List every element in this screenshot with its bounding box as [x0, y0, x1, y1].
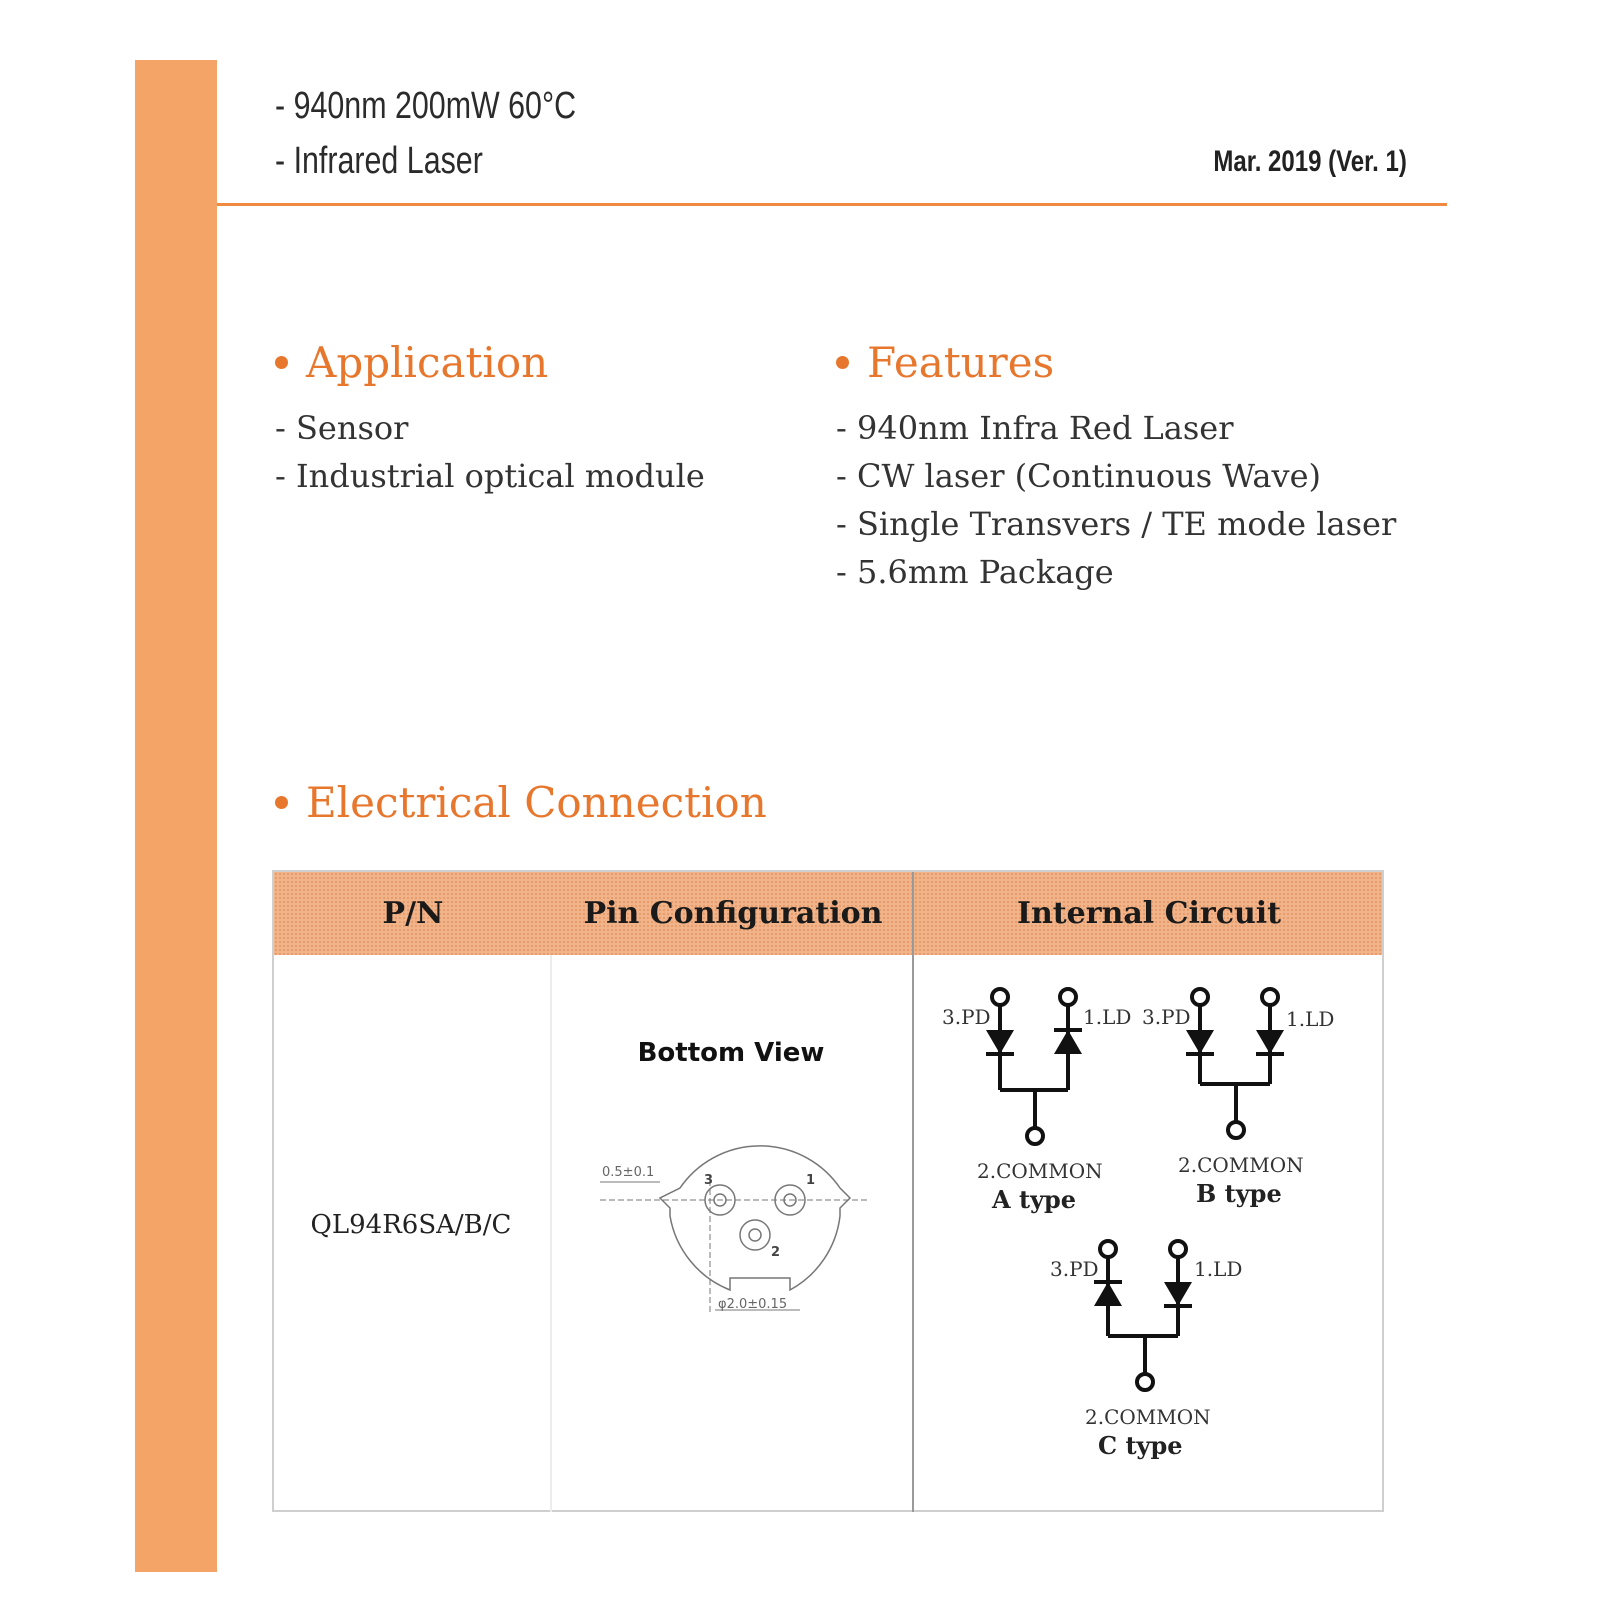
features-list	[836, 404, 1396, 596]
common-terminal	[1228, 1122, 1244, 1138]
pd-diode-icon	[1186, 1030, 1214, 1054]
common-terminal	[1137, 1374, 1153, 1390]
common-label: 2.COMMON	[1085, 1405, 1211, 1429]
type-label: B type	[1196, 1179, 1282, 1208]
common-label: 2.COMMON	[1178, 1153, 1304, 1177]
header-internal-circuit: Internal Circuit	[1016, 896, 1282, 931]
features-title: Features	[867, 338, 1055, 387]
common-label: 2.COMMON	[977, 1159, 1103, 1183]
pin-configuration-drawing	[600, 1120, 880, 1350]
list-item: - Industrial optical module	[275, 457, 705, 495]
application-title: Application	[306, 338, 549, 387]
ld-terminal	[1262, 989, 1278, 1005]
pd-label: 3.PD	[1142, 1005, 1191, 1029]
pd-label: 3.PD	[942, 1005, 991, 1029]
header-pn: P/N	[382, 896, 444, 931]
ld-label: 1.LD	[1083, 1005, 1132, 1029]
header-pin-config: Pin Configuration	[583, 896, 883, 931]
pin-2-inner	[749, 1229, 761, 1241]
list-item: - CW laser (Continuous Wave)	[836, 457, 1321, 495]
type-label: A type	[992, 1185, 1077, 1214]
pin-label-3: 3	[704, 1173, 714, 1188]
electrical-heading	[275, 778, 767, 827]
pcd-dimension: φ2.0±0.15	[718, 1297, 788, 1312]
list-item: - Single Transvers / TE mode laser	[836, 505, 1397, 543]
pd-terminal	[1100, 1241, 1116, 1257]
side-accent-bar	[135, 60, 217, 1572]
pd-diode-icon	[986, 1030, 1014, 1054]
bullet-icon	[275, 796, 288, 809]
circuit-c-type	[1028, 1232, 1258, 1472]
list-item: - Sensor	[275, 409, 409, 447]
pd-terminal	[1192, 989, 1208, 1005]
document-date: Mar. 2019 (Ver. 1)	[1213, 145, 1407, 178]
header-divider	[217, 203, 1447, 206]
ld-label: 1.LD	[1286, 1007, 1335, 1031]
ld-label: 1.LD	[1194, 1257, 1243, 1281]
circuit-b-type	[1120, 980, 1360, 1220]
circuit-a-type	[920, 980, 1140, 1220]
pin-2-outer	[740, 1220, 770, 1250]
column-divider	[912, 872, 914, 1512]
ld-terminal	[1060, 989, 1076, 1005]
header-type-line: - Infrared Laser	[275, 140, 483, 182]
package-outline	[660, 1146, 850, 1290]
pin-label-2: 2	[771, 1245, 781, 1260]
common-terminal	[1027, 1128, 1043, 1144]
list-item: - 940nm Infra Red Laser	[836, 409, 1234, 447]
application-heading	[275, 338, 548, 387]
ld-diode-icon	[1164, 1282, 1192, 1306]
pd-diode-icon	[1094, 1282, 1122, 1306]
type-label: C type	[1098, 1431, 1183, 1460]
pin-label-1: 1	[806, 1173, 816, 1188]
features-heading	[836, 338, 1054, 387]
pd-terminal	[992, 989, 1008, 1005]
ld-diode-icon	[1054, 1030, 1082, 1054]
bullet-icon	[836, 356, 849, 369]
pd-label: 3.PD	[1050, 1257, 1099, 1281]
offset-dimension: 0.5±0.1	[602, 1165, 655, 1180]
bottom-view-label: Bottom View	[637, 1038, 825, 1068]
ld-terminal	[1170, 1241, 1186, 1257]
bullet-icon	[275, 356, 288, 369]
application-list	[275, 404, 705, 500]
header-spec-line: - 940nm 200mW 60°C	[275, 85, 577, 127]
electrical-title: Electrical Connection	[306, 778, 767, 827]
part-number: QL94R6SA/B/C	[310, 1210, 512, 1240]
ld-diode-icon	[1256, 1030, 1284, 1054]
list-item: - 5.6mm Package	[836, 553, 1114, 591]
